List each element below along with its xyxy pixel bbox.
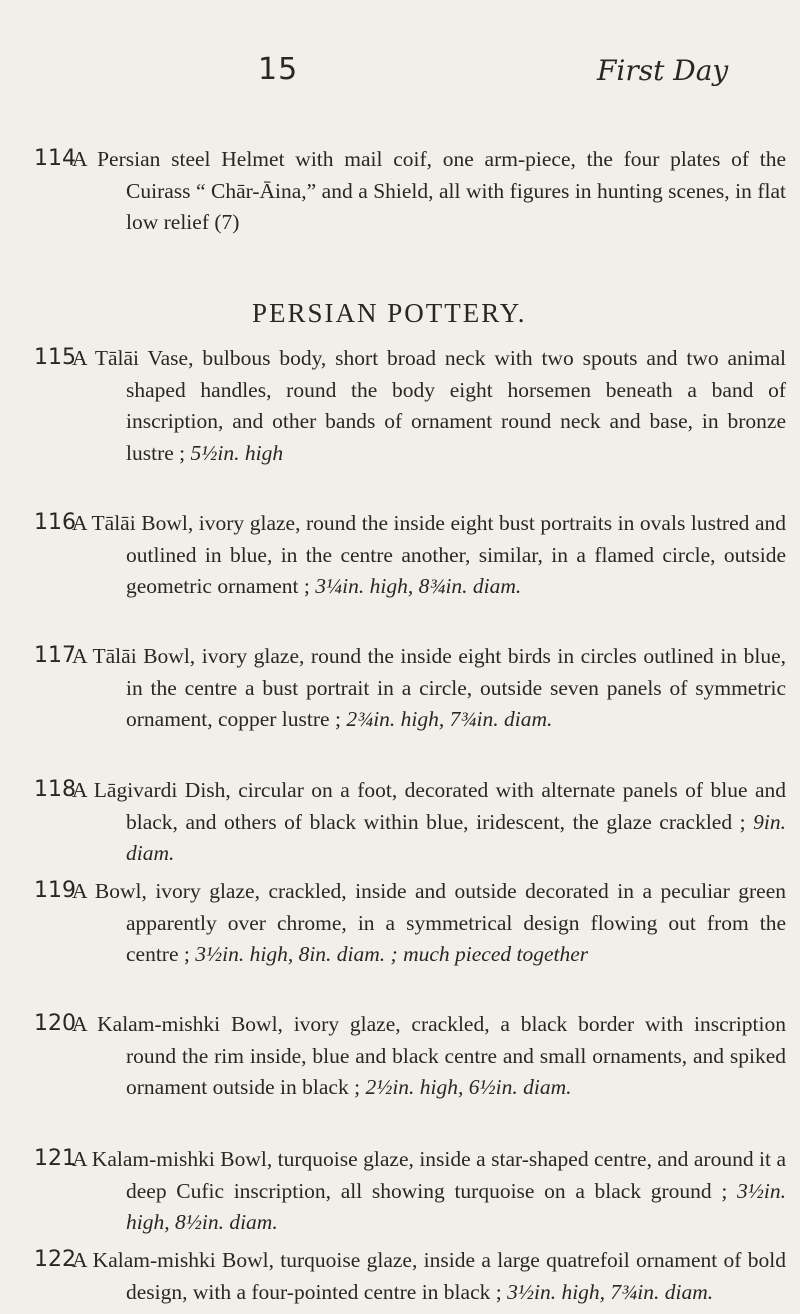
lot-description: A Tālāi Bowl, ivory glaze, round the inside eight bust portraits in ovals lustred and outlined in blue, in the centre another, similar, in a flamed circle, outside geometric ornament ; 3¼in. high, 8¾in. diam. — [72, 511, 786, 598]
section-heading: PERSIAN POTTERY. — [252, 298, 527, 328]
lot-dimensions: 3½in. high, 7¾in. diam. — [507, 1279, 714, 1304]
lot-number: 120 — [34, 1011, 76, 1036]
lot-description: A Tālāi Bowl, ivory glaze, round the inside eight birds in circles outlined in blue, in the centre a bust portrait in a circle, outside seven panels of symmetric ornament, copper lustre ; 2¾in. high, 7¾in. diam. — [72, 644, 786, 731]
lot-dimensions: 3½in. high, 8½in. diam. — [126, 1178, 786, 1234]
lot-number: 115 — [34, 345, 76, 370]
lot-dimensions: 2½in. high, 6½in. diam. — [365, 1075, 572, 1099]
lot-number: 122 — [34, 1247, 76, 1272]
lot-dimensions: 5½in. high — [190, 440, 284, 465]
lot-description: A Lāgivardi Dish, circular on a foot, decorated with alternate panels of blue and black, and others of black within blue, iridescent, the glaze crackled ; 9in. diam. — [72, 778, 786, 865]
lot-description: A Tālāi Vase, bulbous body, short broad neck with two spouts and two animal shaped handles, round the body eight horsemen beneath a band of inscription, and other bands of ornament round neck and base, in bronze lustre ; 5½in. high — [72, 346, 786, 465]
lot-description: A Kalam-mishki Bowl, turquoise glaze, inside a large quatrefoil ornament of bold design, with a four-pointed centre in black ; 3½in. high, 7¾in. diam. — [72, 1248, 786, 1304]
lot-number: 114 — [34, 146, 76, 171]
lot-dimensions: 9in. diam. — [126, 809, 786, 865]
lot-dimensions: 3½in. high, 8in. diam. ; much pieced together — [195, 942, 589, 966]
lot-description: A Persian steel Helmet with mail coif, one arm-piece, the four plates of the Cuirass “ Chār-Āina,” and a Shield, all with figures in hunting scenes, in flat low relief (7) — [72, 147, 786, 234]
lot-number: 121 — [34, 1146, 76, 1171]
lot-number: 117 — [34, 643, 76, 668]
lot-number: 119 — [34, 878, 76, 903]
page-header — [0, 46, 800, 86]
lot-dimensions: 2¾in. high, 7¾in. diam. — [346, 707, 553, 731]
lot-number: 118 — [34, 777, 76, 802]
lot-description: A Kalam-mishki Bowl, ivory glaze, crackled, a black border with inscription round the rim inside, blue and black centre and small ornaments, and spiked ornament outside in black ; 2½in. high, 6½in. diam. — [72, 1012, 786, 1099]
lot-description: A Kalam-mishki Bowl, turquoise glaze, inside a star-shaped centre, and around it a deep Cufic inscription, all showing turquoise on a black ground ; 3½in. high, 8½in. diam. — [72, 1147, 786, 1234]
lot-dimensions: 3¼in. high, 8¾in. diam. — [315, 574, 522, 598]
lot-description: A Bowl, ivory glaze, crackled, inside and outside decorated in a peculiar green apparently over chrome, in a symmetrical design flowing out from the centre ; 3½in. high, 8in. diam. ; much pieced together — [72, 879, 786, 966]
running-head: First Day — [597, 54, 729, 87]
page-number: 15 — [258, 52, 299, 87]
lot-number: 116 — [34, 510, 76, 535]
